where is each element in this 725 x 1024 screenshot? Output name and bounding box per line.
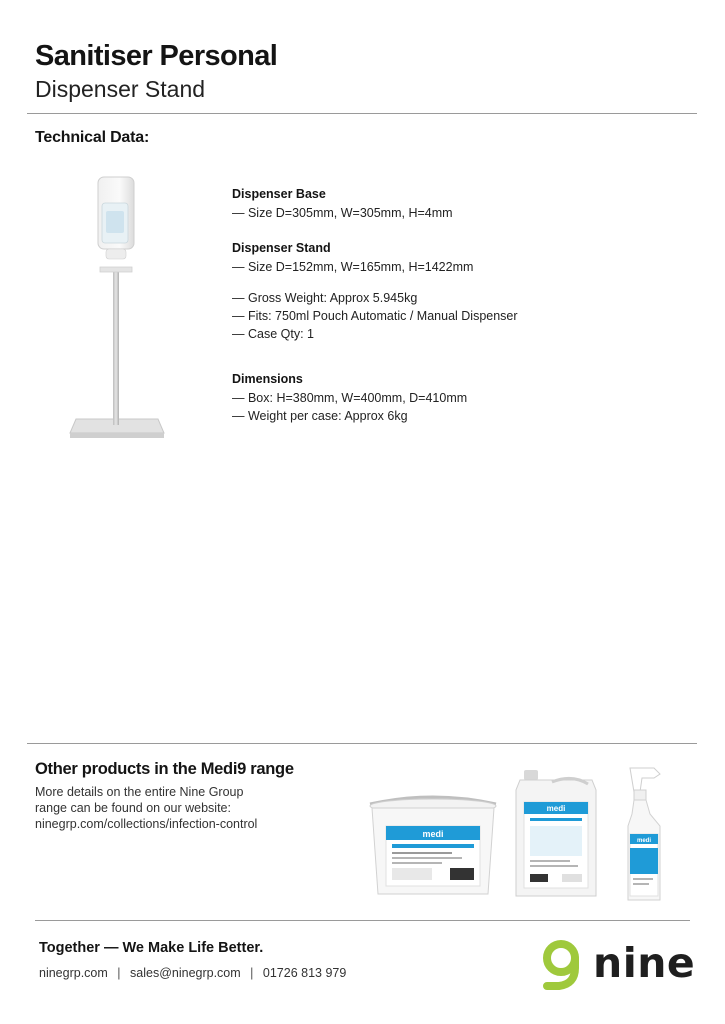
spec-dispenser-base bbox=[232, 187, 453, 222]
spec-dispenser-stand bbox=[232, 241, 473, 276]
spec-line: — Case Qty: 1 bbox=[232, 327, 314, 341]
page-title: Sanitiser Personal bbox=[35, 40, 278, 72]
spec-line: — Size D=152mm, W=165mm, H=1422mm bbox=[232, 260, 474, 274]
medi-brand-label: medi bbox=[422, 829, 444, 839]
technical-data-heading: Technical Data: bbox=[35, 129, 150, 146]
page-subtitle: Dispenser Stand bbox=[35, 76, 206, 102]
other-products-line: More details on the entire Nine Group bbox=[35, 785, 244, 799]
section-divider bbox=[27, 743, 697, 744]
spec-line: — Fits: 750ml Pouch Automatic / Manual Dispenser bbox=[232, 309, 518, 323]
footer-divider bbox=[35, 920, 690, 921]
spec-line: — Box: H=380mm, W=400mm, D=410mm bbox=[232, 391, 468, 405]
separator: | bbox=[117, 966, 121, 980]
website-link[interactable]: ninegrp.com bbox=[39, 966, 108, 980]
medi-brand-label: medi bbox=[546, 804, 566, 813]
contact-line bbox=[39, 966, 346, 980]
spec-general bbox=[232, 289, 518, 343]
solution-container-image bbox=[512, 768, 600, 902]
spec-line: — Weight per case: Approx 6kg bbox=[232, 409, 408, 423]
website-link[interactable]: ninegrp.com/collections/infection-control bbox=[35, 817, 258, 831]
spec-line: — Gross Weight: Approx 5.945kg bbox=[232, 291, 418, 305]
other-products-line: range can be found on our website: bbox=[35, 801, 231, 815]
spray-bottle-image bbox=[620, 764, 670, 904]
other-products-heading: Other products in the Medi9 range bbox=[35, 760, 294, 778]
nine-logo-text: nine bbox=[593, 939, 696, 987]
spec-line: — Size D=305mm, W=305mm, H=4mm bbox=[232, 206, 453, 220]
dispenser-stand-image bbox=[62, 175, 172, 445]
nine-logo bbox=[535, 938, 695, 990]
nine-logo-mark-icon bbox=[535, 938, 587, 990]
tagline: Together — We Make Life Better. bbox=[39, 940, 264, 956]
header-divider bbox=[27, 113, 697, 114]
medi-brand-label: medi bbox=[636, 838, 652, 844]
wipes-tub-image bbox=[366, 790, 500, 902]
spec-heading: Dispenser Base bbox=[232, 187, 326, 201]
separator: | bbox=[250, 966, 254, 980]
phone-number: 01726 813 979 bbox=[262, 966, 347, 980]
spec-dimensions bbox=[232, 372, 467, 425]
other-products-text bbox=[35, 784, 335, 832]
spec-heading: Dispenser Stand bbox=[232, 241, 331, 255]
email-link[interactable]: sales@ninegrp.com bbox=[130, 966, 241, 980]
spec-heading: Dimensions bbox=[232, 372, 303, 386]
